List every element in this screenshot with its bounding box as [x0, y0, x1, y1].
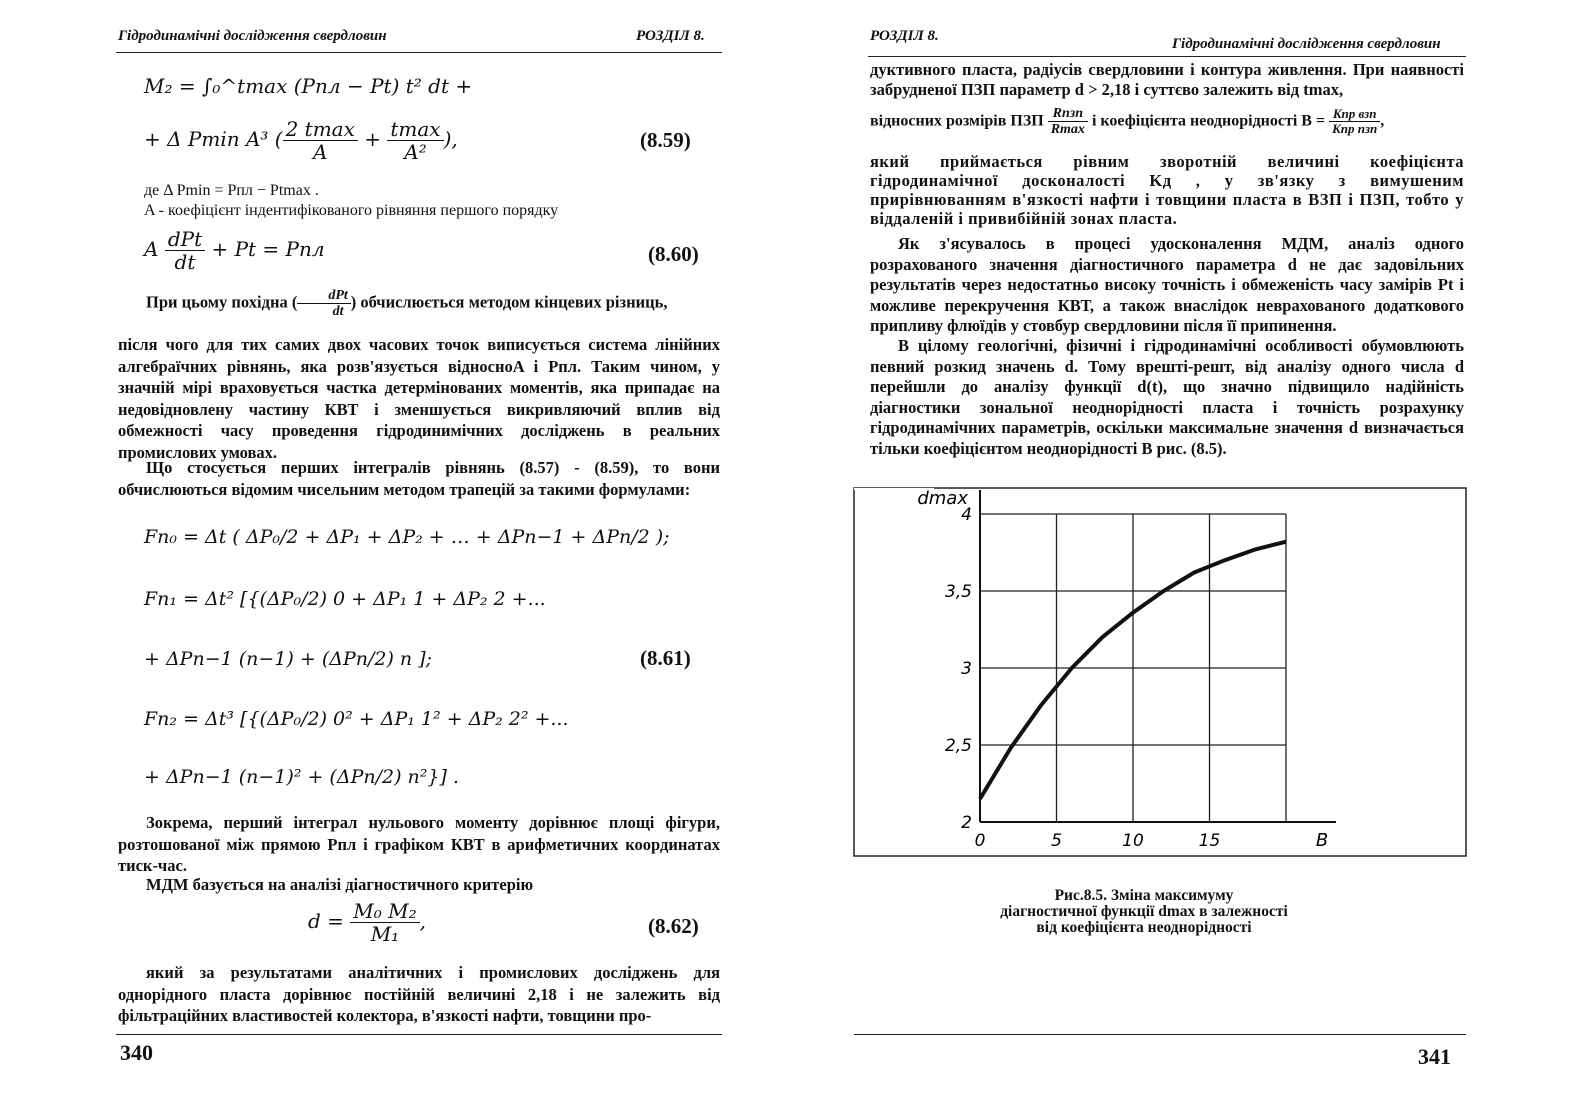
left-header-title: Гідродинамічні дослідження свердловин: [118, 28, 387, 44]
eq-f1-a: Fn₁ = Δt² [{(ΔP₀/2) 0 + ΔP₁ 1 + ΔP₂ 2 +...: [144, 588, 546, 610]
eq-f1-b: + ΔPn−1 (n−1) + (ΔPn/2) n ];: [144, 648, 433, 670]
eq-8-59-line2: [144, 118, 458, 163]
eq-f0: Fn₀ = Δt ( ΔP₀/2 + ΔP₁ + ΔP₂ + … + ΔPn−1 + ΔPn/2 );: [144, 526, 670, 548]
para1-frac: [297, 288, 350, 320]
y-tick-label: 2: [961, 813, 972, 833]
left-para-1-rest: [118, 334, 720, 463]
eq-8-62: [308, 900, 426, 945]
left-para-1-start: [118, 288, 720, 320]
para1-frac-den: dt: [332, 304, 344, 320]
left-page-number: 340: [120, 1040, 153, 1065]
right-header-title: Гідродинамічні дослідження свердловин: [1172, 36, 1441, 52]
right-header-section: РОЗДІЛ 8.: [870, 28, 939, 44]
para1-b: ) обчислюється методом кінцевих різниць,: [350, 292, 668, 312]
a-definition: A - коефіцієнт індентифікованого рівняння першого порядку: [144, 202, 559, 219]
eq-8-59-frac1: [283, 118, 358, 163]
eq-8-59-frac1-num: 2 tmax: [283, 118, 358, 141]
eq-8-60: [144, 228, 325, 273]
pzp-ratio-num: Rпзп: [1048, 106, 1088, 122]
right-para1-b3: ,: [1380, 112, 1385, 130]
left-para-3: [118, 812, 720, 877]
x-tick-label: 10: [1122, 831, 1144, 851]
para5: який за результатами аналітичних і промислових досліджень для однорідного пласта дорівнює постійній величині 2,18 і не залежить від фільтраційних властивостей колектора, в'язкості нафти, товщини про-: [118, 963, 720, 1025]
right-para-3: [870, 336, 1464, 459]
para1-a: При цьому похідна (: [146, 292, 298, 312]
pzp-ratio-frac: [1048, 106, 1088, 138]
right-para-1a: [870, 60, 1464, 100]
right-para3: В цілому геологічні, фізичні і гідродинамічні особливості обумовлюють певний розкид значень d. Тому врешті-решт, від аналізу одного числа d перейшли до аналізу функції d(t), що значно підвищило надійність діагностики зональної неоднорідності пласта і точність розрахунку гідродинамічних параметрів, оскільки максимальне значення d визначається тільки коефіцієнтом неоднорідності B рис. (8.5).: [870, 336, 1464, 458]
chart-frame-border: [854, 488, 1466, 856]
left-para-5: [118, 962, 720, 1027]
eq-8-59-number: (8.59): [640, 128, 691, 152]
eq-8-62-num: M₀ M₂: [350, 900, 419, 923]
eq-8-60-number: (8.60): [648, 242, 699, 266]
left-footer-rule: [116, 1034, 722, 1035]
y-tick-label: 3: [961, 659, 972, 679]
y-tick-label: 4: [961, 505, 972, 525]
x-tick-label: 15: [1198, 831, 1221, 851]
eq-8-60-den: dt: [174, 250, 196, 274]
right-para-1b: [870, 106, 1464, 138]
right-para-1c: [870, 152, 1464, 228]
para3: Зокрема, перший інтеграл нульового моменту дорівнює площі фігури, розтошованої між прямою Pпл і графіком КВТ в арифметичних координатах тиск-час.: [118, 813, 720, 875]
right-para1-a: дуктивного пласта, радіусів свердловини і контура живлення. При наявності забрудненої ПЗП параметр d > 2,18 і суттєво залежить від tmax,: [870, 60, 1464, 99]
eq-8-59-frac1-den: A: [313, 140, 328, 164]
eq-8-62-comma: ,: [419, 909, 426, 933]
caption-line-1: Рис.8.5. Зміна максимуму: [1054, 887, 1234, 904]
right-page-number: 341: [1418, 1044, 1451, 1069]
para1-line1: [118, 288, 720, 320]
eq-8-62-den: M₁: [370, 922, 400, 946]
eq-8-61-number: (8.61): [640, 646, 691, 670]
eq-8-59-frac2-den: A²: [404, 140, 427, 164]
figure-caption: [934, 888, 1354, 936]
b-coef-num: Kпр взп: [1329, 107, 1380, 122]
right-page: [794, 0, 1588, 1094]
right-header-rule: [868, 56, 1466, 57]
x-axis-label: B: [1315, 830, 1329, 851]
caption-line-2: діагностичної функції dmax в залежності: [1000, 903, 1288, 920]
eq-8-59-frac2: [387, 118, 443, 163]
eq-8-60-rest: + Pt = Pпл: [211, 237, 325, 261]
right-para2: Як з'ясувалось в процесі удосконалення МДМ, аналіз одного розрахованого значення діагностичного параметра d не дає задовільних результатів через недостатньо високу точність і обмеженість часу замірів Pt і можливе перекручення КВТ, а також внаслідок неврахованого додаткового припливу флюїдів у стовбур свердловини після її припинення.: [870, 234, 1464, 335]
eq-8-60-num: dPt: [165, 228, 205, 251]
right-para-2: [870, 234, 1464, 337]
eq-f2-b: + ΔPn−1 (n−1)² + (ΔPn/2) n²}] .: [144, 766, 459, 788]
eq-8-62-d: d =: [308, 909, 344, 933]
y-tick-label: 2,5: [944, 736, 972, 756]
eq-8-59-frac2-num: tmax: [387, 118, 443, 141]
left-header-rule: [116, 52, 722, 53]
left-header-section: РОЗДІЛ 8.: [636, 28, 705, 44]
where-line: де Δ Pmin = Pпл − Ptmax .: [144, 182, 319, 199]
eq-8-62-number: (8.62): [648, 914, 699, 938]
right-para1-b1: відносних розмірів ПЗП: [870, 112, 1044, 130]
right-para1-c: який приймається рівним зворотній величині коефіцієнта гідродинамічної досконалості Kд , у зв'язку з вимушеним прирівнюванням в'язкості нафти і товщини пласта в ВЗП і ПЗП, тобто у віддаленій і привибійній зонах пласта.: [870, 152, 1464, 228]
b-coef-den: Kпр пзп: [1332, 121, 1378, 137]
left-para-4: [118, 874, 720, 896]
eq-8-59-plus: +: [364, 127, 382, 151]
eq-8-59-line1: M₂ = ∫₀^tmax (Pпл − Pt) t² dt +: [144, 74, 473, 98]
right-para1-b2: і коефіцієнта неоднорідності B =: [1091, 112, 1326, 130]
dmax-vs-b-chart: [850, 484, 1470, 864]
x-tick-label: 5: [1051, 831, 1062, 851]
y-axis-label: dmax: [917, 488, 968, 509]
para1-c: після чого для тих самих двох часових точок виписується система лінійних алгебраїчних рівнянь, яка розв'язується відносноA і Pпл. Таким чином, у значній мірі враховується частка детермінованих моментів, яка припадає на недовідновлену частину КВТ і зменшується викривляючий вплив від обмежності часу проведення гідродинимічних досліджень в реальних промислових умовах.: [118, 335, 720, 462]
eq-8-60-a: A: [144, 237, 159, 261]
eq-8-59-close: ),: [443, 127, 458, 151]
right-footer-rule: [854, 1034, 1466, 1035]
eq-8-62-frac: [350, 900, 419, 945]
para2: Що стосується перших інтегралів рівнянь (8.57) - (8.59), то вони обчислюються відомим чисельним методом трапецій за такими формулами:: [118, 458, 720, 499]
eq-8-59-prefix: + Δ Pmin A³ (: [144, 127, 283, 151]
pzp-ratio-den: Rmax: [1050, 122, 1085, 138]
b-coef-frac: [1329, 107, 1380, 137]
para4: МДМ базується на аналізі діагностичного критерію: [146, 875, 534, 894]
left-para-2: [118, 457, 720, 500]
para1-frac-num: dPt: [297, 288, 350, 304]
eq-8-60-frac: [165, 228, 205, 273]
y-tick-label: 3,5: [944, 582, 972, 602]
x-tick-label: 0: [974, 831, 986, 851]
eq-f2-a: Fn₂ = Δt³ [{(ΔP₀/2) 0² + ΔP₁ 1² + ΔP₂ 2² +...: [144, 708, 569, 730]
caption-line-3: від коефіцієнта неоднорідності: [1036, 919, 1252, 936]
chart-layer: [854, 488, 1466, 856]
